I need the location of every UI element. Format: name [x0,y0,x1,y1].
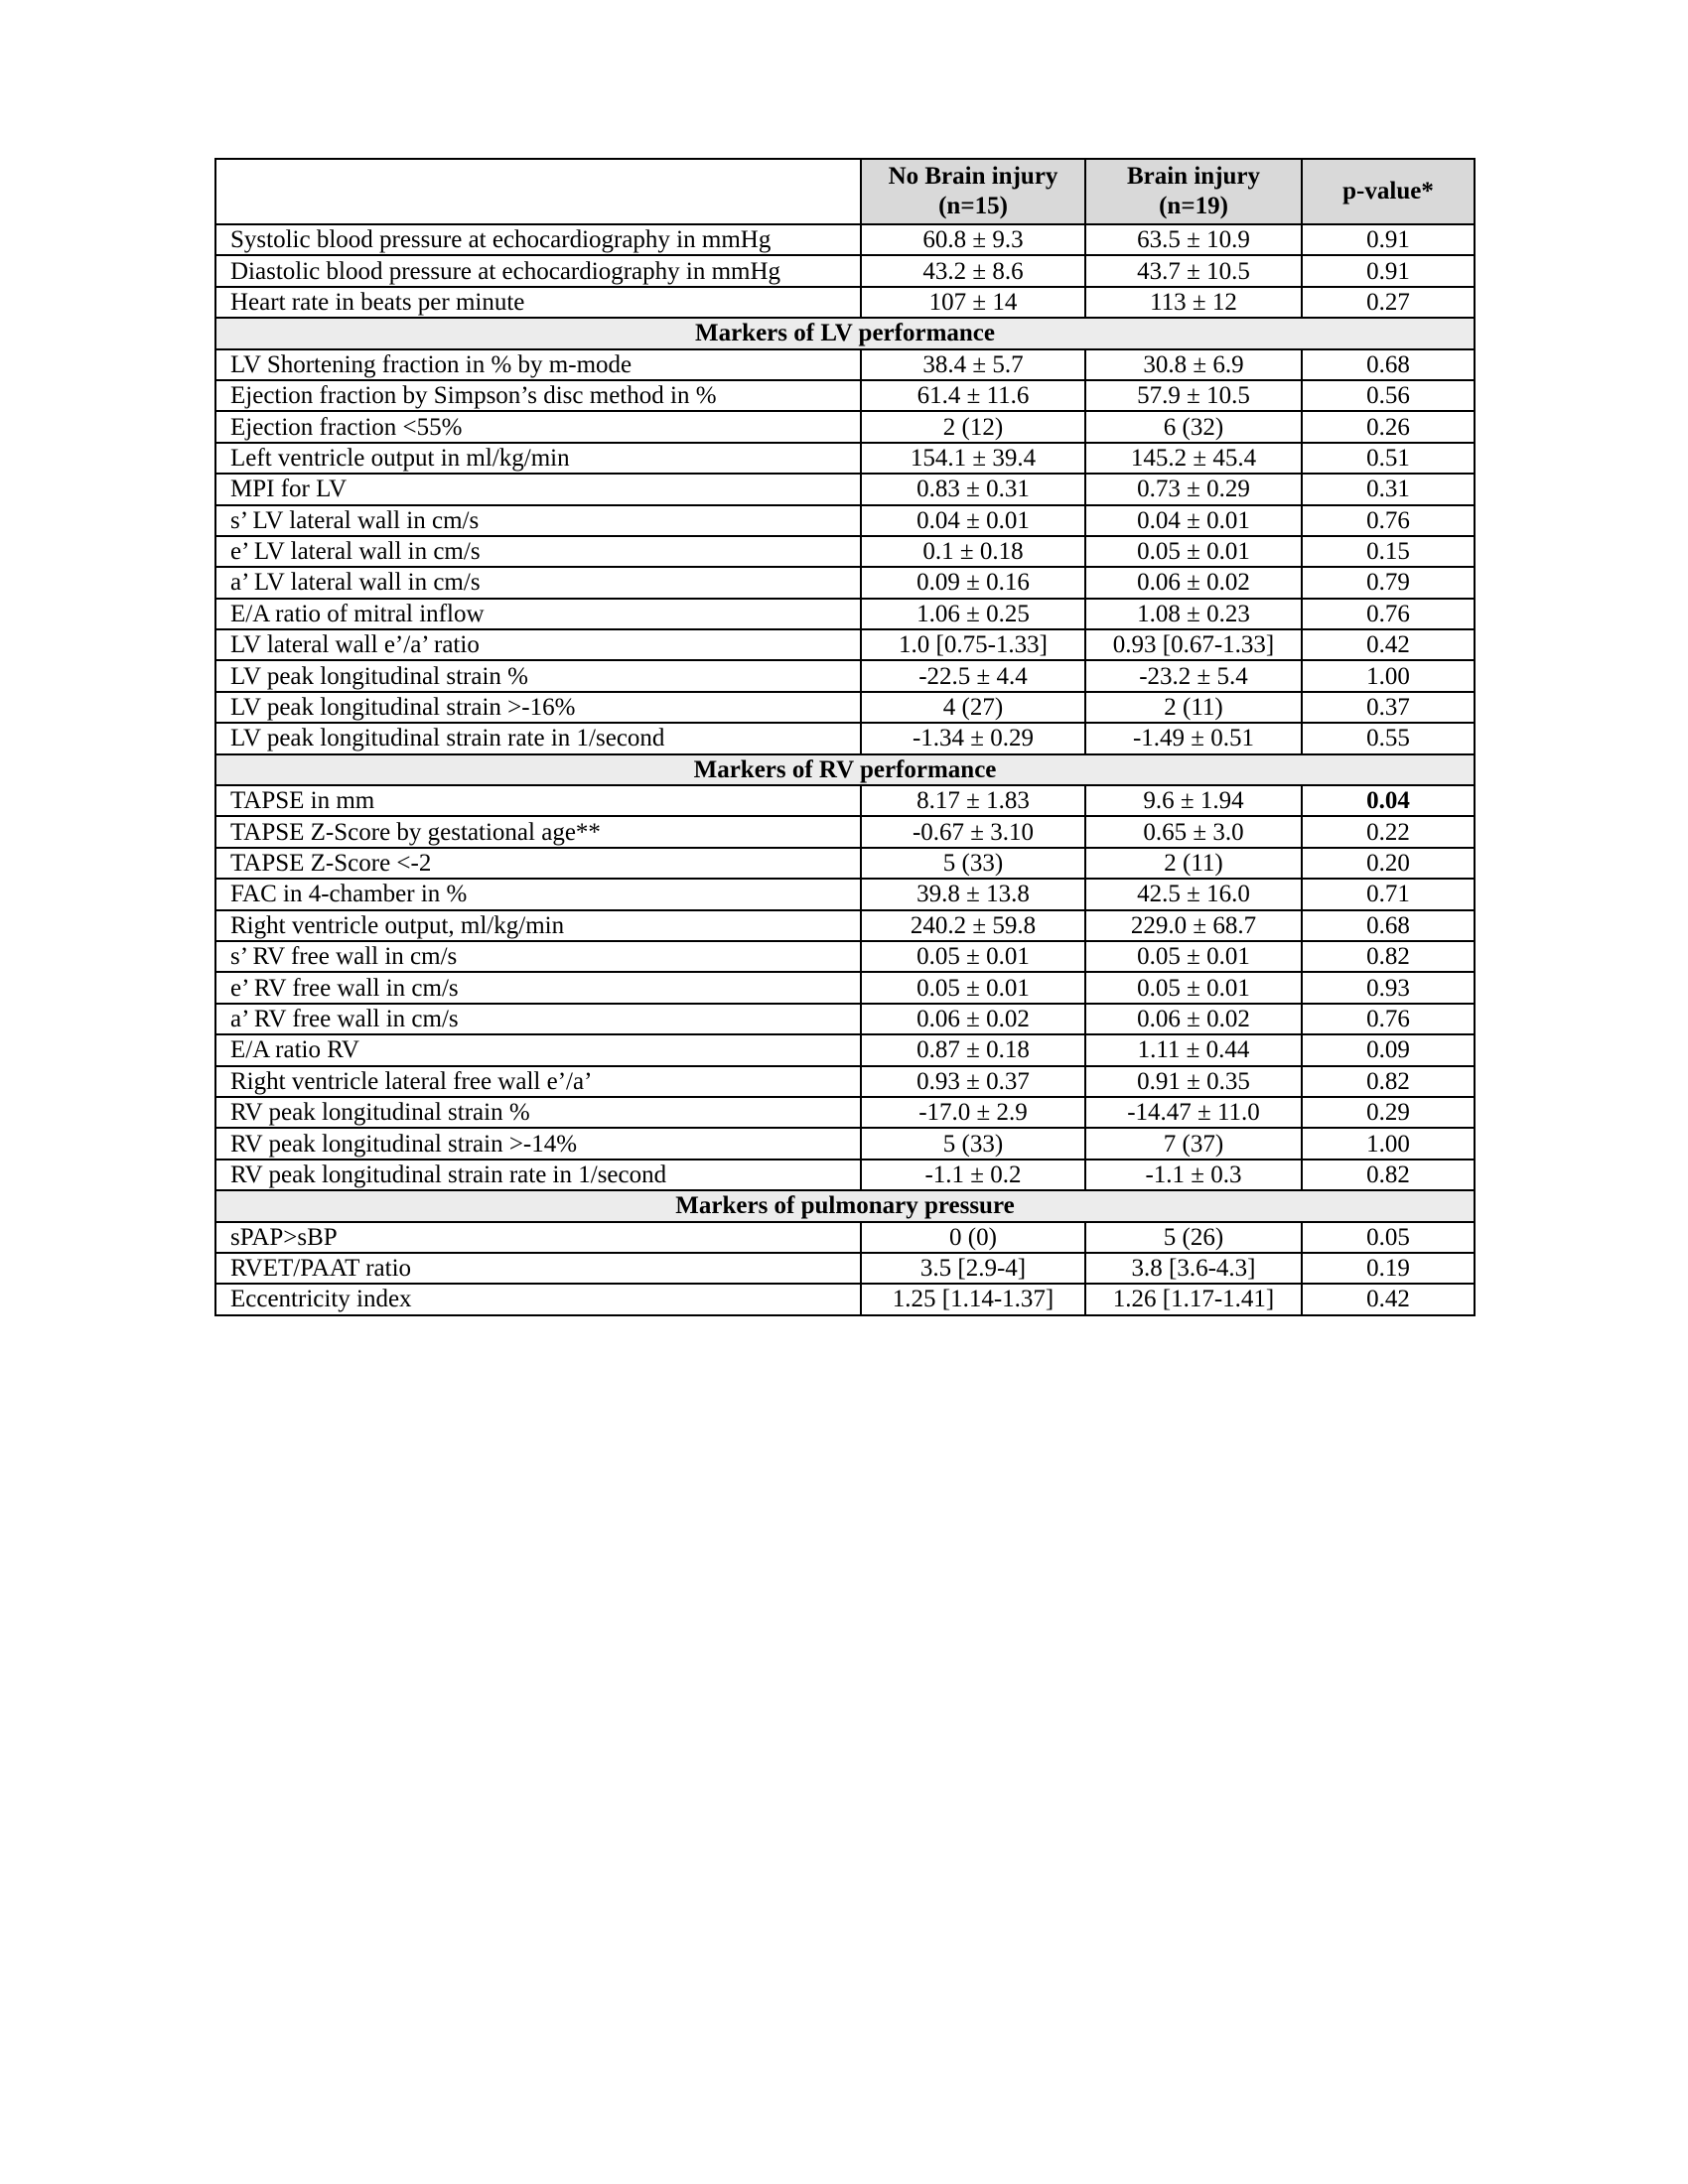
row-label-cell: Heart rate in beats per minute [215,287,861,318]
table-row [215,1128,1475,1159]
brain-injury-value-cell: 0.65 ± 3.0 [1085,816,1302,847]
no-brain-injury-value-cell: 1.0 [0.75-1.33] [861,629,1085,660]
section-heading: Markers of RV performance [215,754,1475,785]
brain-injury-value-cell: 0.05 ± 0.01 [1085,972,1302,1003]
table-row [215,536,1475,567]
p-value-cell: 0.56 [1302,380,1475,411]
table-row [215,848,1475,879]
p-value-cell: 0.71 [1302,879,1475,909]
p-value-cell: 0.27 [1302,287,1475,318]
brain-injury-value-cell: 0.93 [0.67-1.33] [1085,629,1302,660]
brain-injury-value-cell: 0.05 ± 0.01 [1085,941,1302,972]
row-label-cell: Left ventricle output in ml/kg/min [215,443,861,474]
brain-injury-value-cell: 0.05 ± 0.01 [1085,536,1302,567]
table-row [215,816,1475,847]
p-value-cell: 0.20 [1302,848,1475,879]
table-row [215,1284,1475,1314]
row-label-cell: LV peak longitudinal strain rate in 1/second [215,723,861,753]
p-value-cell: 0.82 [1302,1160,1475,1190]
table-row [215,1222,1475,1253]
p-value-cell: 0.68 [1302,910,1475,941]
table-row [215,1160,1475,1190]
header-row [215,159,1475,224]
row-label-cell: Eccentricity index [215,1284,861,1314]
row-label-cell: LV peak longitudinal strain % [215,660,861,691]
brain-injury-value-cell: 1.08 ± 0.23 [1085,599,1302,629]
brain-injury-value-cell: 63.5 ± 10.9 [1085,224,1302,255]
header-no-brain-injury [861,159,1085,224]
table-row [215,941,1475,972]
row-label-cell: RV peak longitudinal strain >-14% [215,1128,861,1159]
table-row [215,972,1475,1003]
table-row [215,567,1475,598]
table-row [215,629,1475,660]
row-label-cell: s’ LV lateral wall in cm/s [215,505,861,536]
row-label-cell: LV lateral wall e’/a’ ratio [215,629,861,660]
p-value-cell: 0.31 [1302,474,1475,504]
no-brain-injury-value-cell: -1.34 ± 0.29 [861,723,1085,753]
brain-injury-value-cell: -1.1 ± 0.3 [1085,1160,1302,1190]
table-row [215,599,1475,629]
p-value-cell: 0.37 [1302,692,1475,723]
p-value-cell: 0.76 [1302,599,1475,629]
brain-injury-value-cell: 229.0 ± 68.7 [1085,910,1302,941]
row-label-cell: RV peak longitudinal strain % [215,1097,861,1128]
p-value-cell: 0.42 [1302,629,1475,660]
brain-injury-value-cell: 5 (26) [1085,1222,1302,1253]
no-brain-injury-value-cell: 0.09 ± 0.16 [861,567,1085,598]
brain-injury-value-cell: 3.8 [3.6-4.3] [1085,1253,1302,1284]
p-value-cell: 0.26 [1302,411,1475,442]
p-value-cell: 0.55 [1302,723,1475,753]
row-label-cell: a’ RV free wall in cm/s [215,1004,861,1034]
section-heading: Markers of LV performance [215,318,1475,348]
header-p-value: p-value* [1302,159,1475,224]
p-value-cell: 0.82 [1302,1066,1475,1097]
no-brain-injury-value-cell: 39.8 ± 13.8 [861,879,1085,909]
table-row [215,910,1475,941]
header-blank-cell [215,159,861,224]
brain-injury-value-cell: 7 (37) [1085,1128,1302,1159]
p-value-cell: 1.00 [1302,1128,1475,1159]
table-row [215,1066,1475,1097]
row-label-cell: E/A ratio RV [215,1034,861,1065]
p-value-cell: 0.15 [1302,536,1475,567]
no-brain-injury-value-cell: 5 (33) [861,848,1085,879]
no-brain-injury-value-cell: 43.2 ± 8.6 [861,255,1085,286]
no-brain-injury-value-cell: 0.1 ± 0.18 [861,536,1085,567]
row-label-cell: Ejection fraction <55% [215,411,861,442]
no-brain-injury-value-cell: 61.4 ± 11.6 [861,380,1085,411]
results-table [214,158,1476,1316]
row-label-cell: Ejection fraction by Simpson’s disc method in % [215,380,861,411]
row-label-cell: RVET/PAAT ratio [215,1253,861,1284]
table-row [215,785,1475,816]
no-brain-injury-value-cell: 0.93 ± 0.37 [861,1066,1085,1097]
table-row [215,879,1475,909]
row-label-cell: e’ LV lateral wall in cm/s [215,536,861,567]
table-row [215,1097,1475,1128]
row-label-cell: Right ventricle lateral free wall e’/a’ [215,1066,861,1097]
brain-injury-value-cell: 57.9 ± 10.5 [1085,380,1302,411]
no-brain-injury-value-cell: 0.87 ± 0.18 [861,1034,1085,1065]
no-brain-injury-value-cell: 4 (27) [861,692,1085,723]
p-value-cell: 0.09 [1302,1034,1475,1065]
no-brain-injury-value-cell: 8.17 ± 1.83 [861,785,1085,816]
p-value-cell: 0.93 [1302,972,1475,1003]
section-heading: Markers of pulmonary pressure [215,1190,1475,1221]
section-row [215,1190,1475,1221]
section-row [215,318,1475,348]
brain-injury-value-cell: 1.11 ± 0.44 [1085,1034,1302,1065]
no-brain-injury-value-cell: 0 (0) [861,1222,1085,1253]
brain-injury-value-cell: 0.06 ± 0.02 [1085,567,1302,598]
row-label-cell: TAPSE in mm [215,785,861,816]
table-row [215,660,1475,691]
p-value-cell: 0.05 [1302,1222,1475,1253]
no-brain-injury-value-cell: 154.1 ± 39.4 [861,443,1085,474]
row-label-cell: E/A ratio of mitral inflow [215,599,861,629]
table-row [215,1253,1475,1284]
row-label-cell: LV peak longitudinal strain >-16% [215,692,861,723]
p-value-cell: 0.76 [1302,505,1475,536]
p-value-cell: 0.91 [1302,224,1475,255]
header-no-brain-injury-title: No Brain injury [888,163,1058,190]
brain-injury-value-cell: 43.7 ± 10.5 [1085,255,1302,286]
brain-injury-value-cell: 2 (11) [1085,692,1302,723]
row-label-cell: Diastolic blood pressure at echocardiography in mmHg [215,255,861,286]
table-header [215,159,1475,224]
p-value-cell: 0.42 [1302,1284,1475,1314]
brain-injury-value-cell: 2 (11) [1085,848,1302,879]
p-value-cell: 1.00 [1302,660,1475,691]
row-label-cell: e’ RV free wall in cm/s [215,972,861,1003]
table-row [215,723,1475,753]
brain-injury-value-cell: 9.6 ± 1.94 [1085,785,1302,816]
header-brain-injury-n: (n=19) [1159,193,1228,219]
section-row [215,754,1475,785]
row-label-cell: Right ventricle output, ml/kg/min [215,910,861,941]
no-brain-injury-value-cell: 0.05 ± 0.01 [861,972,1085,1003]
no-brain-injury-value-cell: -22.5 ± 4.4 [861,660,1085,691]
p-value-cell: 0.19 [1302,1253,1475,1284]
header-no-brain-injury-n: (n=15) [938,193,1008,219]
brain-injury-value-cell: 42.5 ± 16.0 [1085,879,1302,909]
p-value-cell: 0.91 [1302,255,1475,286]
p-value-cell: 0.68 [1302,349,1475,380]
no-brain-injury-value-cell: -0.67 ± 3.10 [861,816,1085,847]
table-row [215,692,1475,723]
brain-injury-value-cell: 30.8 ± 6.9 [1085,349,1302,380]
row-label-cell: Systolic blood pressure at echocardiography in mmHg [215,224,861,255]
row-label-cell: MPI for LV [215,474,861,504]
brain-injury-value-cell: 0.73 ± 0.29 [1085,474,1302,504]
no-brain-injury-value-cell: 60.8 ± 9.3 [861,224,1085,255]
table-row [215,443,1475,474]
row-label-cell: TAPSE Z-Score by gestational age** [215,816,861,847]
table-body [215,224,1475,1315]
brain-injury-value-cell: 0.06 ± 0.02 [1085,1004,1302,1034]
no-brain-injury-value-cell: -1.1 ± 0.2 [861,1160,1085,1190]
row-label-cell: a’ LV lateral wall in cm/s [215,567,861,598]
p-value-cell: 0.04 [1302,785,1475,816]
table-row [215,255,1475,286]
p-value-cell: 0.79 [1302,567,1475,598]
row-label-cell: LV Shortening fraction in % by m-mode [215,349,861,380]
table-row [215,349,1475,380]
brain-injury-value-cell: -14.47 ± 11.0 [1085,1097,1302,1128]
brain-injury-value-cell: 113 ± 12 [1085,287,1302,318]
row-label-cell: TAPSE Z-Score <-2 [215,848,861,879]
table-row [215,380,1475,411]
no-brain-injury-value-cell: 5 (33) [861,1128,1085,1159]
brain-injury-value-cell: 145.2 ± 45.4 [1085,443,1302,474]
row-label-cell: s’ RV free wall in cm/s [215,941,861,972]
table-row [215,505,1475,536]
row-label-cell: sPAP>sBP [215,1222,861,1253]
header-brain-injury [1085,159,1302,224]
p-value-cell: 0.29 [1302,1097,1475,1128]
p-value-cell: 0.76 [1302,1004,1475,1034]
no-brain-injury-value-cell: 0.05 ± 0.01 [861,941,1085,972]
table-row [215,474,1475,504]
brain-injury-value-cell: 6 (32) [1085,411,1302,442]
no-brain-injury-value-cell: 2 (12) [861,411,1085,442]
no-brain-injury-value-cell: 38.4 ± 5.7 [861,349,1085,380]
table-row [215,1004,1475,1034]
no-brain-injury-value-cell: 0.04 ± 0.01 [861,505,1085,536]
table-row [215,411,1475,442]
p-value-cell: 0.82 [1302,941,1475,972]
no-brain-injury-value-cell: 1.25 [1.14-1.37] [861,1284,1085,1314]
no-brain-injury-value-cell: 107 ± 14 [861,287,1085,318]
p-value-cell: 0.51 [1302,443,1475,474]
no-brain-injury-value-cell: 240.2 ± 59.8 [861,910,1085,941]
no-brain-injury-value-cell: 0.83 ± 0.31 [861,474,1085,504]
no-brain-injury-value-cell: -17.0 ± 2.9 [861,1097,1085,1128]
brain-injury-value-cell: -23.2 ± 5.4 [1085,660,1302,691]
brain-injury-value-cell: 1.26 [1.17-1.41] [1085,1284,1302,1314]
table-row [215,224,1475,255]
no-brain-injury-value-cell: 1.06 ± 0.25 [861,599,1085,629]
table-row [215,287,1475,318]
row-label-cell: RV peak longitudinal strain rate in 1/second [215,1160,861,1190]
p-value-cell: 0.22 [1302,816,1475,847]
no-brain-injury-value-cell: 3.5 [2.9-4] [861,1253,1085,1284]
brain-injury-value-cell: 0.04 ± 0.01 [1085,505,1302,536]
table-row [215,1034,1475,1065]
brain-injury-value-cell: -1.49 ± 0.51 [1085,723,1302,753]
header-brain-injury-title: Brain injury [1126,163,1261,190]
brain-injury-value-cell: 0.91 ± 0.35 [1085,1066,1302,1097]
row-label-cell: FAC in 4-chamber in % [215,879,861,909]
no-brain-injury-value-cell: 0.06 ± 0.02 [861,1004,1085,1034]
